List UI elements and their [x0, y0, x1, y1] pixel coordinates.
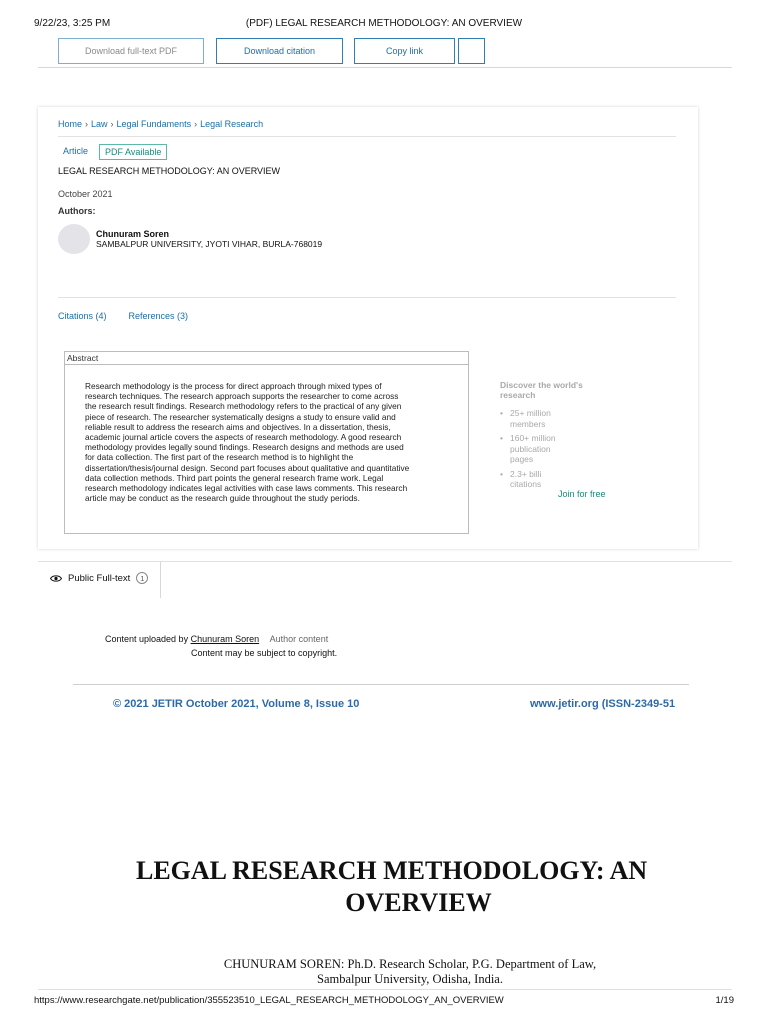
public-fulltext-tab[interactable]: [38, 562, 161, 598]
copyright-note: Content may be subject to copyright.: [191, 648, 338, 658]
chevron-right-icon: ›: [194, 119, 198, 129]
breadcrumb-legal-fundaments[interactable]: Legal Fundaments: [116, 119, 192, 129]
abstract-line: dissertation/thesis/journal design. Second part focuses about qualitative and quantitative: [85, 462, 410, 473]
divider: [58, 136, 676, 137]
paper-title-line: OVERVIEW: [345, 888, 492, 917]
paper-title-line: LEGAL RESEARCH METHODOLOGY: AN: [136, 856, 648, 885]
paper-byline: [150, 957, 670, 987]
tab-citations[interactable]: Citations (4): [58, 311, 107, 321]
byline-line: Sambalpur University, Odisha, India.: [317, 972, 503, 986]
divider: [58, 297, 676, 298]
promo-title: [500, 380, 630, 400]
more-options-button[interactable]: [458, 38, 485, 64]
abstract-line: for data collection. The first part of the research method is to highlight the: [85, 452, 354, 463]
page-url: https://www.researchgate.net/publication/355523510_LEGAL_RESEARCH_METHODOLOGY_AN_OVERVIEW: [34, 995, 504, 1006]
signup-promo: [500, 380, 630, 499]
publication-card: [38, 107, 698, 549]
author-name[interactable]: Chunuram Soren: [96, 229, 170, 239]
tab-references[interactable]: References (3): [128, 311, 189, 321]
abstract-line: reliable result to address the research aims and objectives. In a dissertation, thesis,: [85, 421, 391, 432]
promo-stats: [500, 408, 630, 490]
download-pdf-button[interactable]: Download full-text PDF: [58, 38, 204, 64]
abstract-line: methodology provides legally sound findings. Research designs and methods are used: [85, 442, 404, 453]
article-tag: Article: [63, 146, 89, 156]
paper-title: [120, 855, 680, 919]
breadcrumb: [58, 119, 263, 129]
promo-stat-pages: • 160+ million publication pages: [500, 433, 564, 465]
print-page-title: (PDF) LEGAL RESEARCH METHODOLOGY: AN OVERVIEW: [245, 18, 523, 29]
upload-info: [105, 634, 328, 644]
abstract-line: piece of research. The researcher systematically designs a study to ensure valid and: [85, 411, 396, 422]
chevron-right-icon: ›: [85, 119, 89, 129]
print-datetime: 9/22/23, 3:25 PM: [34, 18, 111, 29]
breadcrumb-legal-research[interactable]: Legal Research: [200, 119, 264, 129]
print-header: [34, 18, 734, 32]
uploader-link[interactable]: Chunuram Soren: [190, 634, 260, 644]
promo-title-line: research: [500, 390, 536, 400]
journal-citation: © 2021 JETIR October 2021, Volume 8, Issue 10: [113, 698, 360, 710]
abstract-line: research techniques. The research approach supports the researcher to come across: [85, 391, 399, 402]
abstract-line: data collection methods. Third part points the general research frame work. Legal: [85, 472, 384, 483]
byline-line: CHUNURAM SOREN: Ph.D. Research Scholar, P.G. Department of Law,: [223, 957, 597, 971]
avatar[interactable]: [58, 224, 90, 254]
abstract-line: academic journal article covers the aspects of research methodology. A good research: [85, 432, 402, 443]
copy-link-button[interactable]: Copy link: [354, 38, 455, 64]
divider: [38, 989, 732, 990]
abstract-label: Abstract: [65, 352, 468, 365]
promo-title-line: Discover the world's: [500, 380, 583, 390]
promo-stat-citations: • 2.3+ billi citations: [500, 469, 564, 490]
abstract-line: the research result findings. Research methodology refers to the practical of any given: [85, 401, 402, 412]
eye-icon: [50, 574, 62, 583]
author-content-note: Author content: [269, 634, 329, 644]
publication-date: October 2021: [58, 189, 113, 199]
publication-tabs: [58, 311, 188, 321]
promo-stat-members: • 25+ million members: [500, 408, 564, 429]
publication-tags: [58, 144, 167, 160]
abstract-box: [64, 351, 469, 534]
pdf-available-badge: PDF Available: [99, 144, 167, 160]
join-for-free-link[interactable]: Join for free: [558, 489, 606, 499]
abstract-line: Research methodology is the process for direct approach through mixed types of: [85, 381, 382, 391]
divider: [38, 67, 732, 68]
journal-website: www.jetir.org (ISSN-2349-51: [530, 698, 676, 710]
abstract-line: research methodology indicates legal activities with case laws comments. This research: [85, 483, 408, 494]
divider: [73, 684, 689, 685]
fulltext-count-badge: 1: [136, 572, 148, 584]
abstract-text: [85, 381, 447, 503]
upload-prefix: Content uploaded by: [105, 634, 189, 644]
publication-title: LEGAL RESEARCH METHODOLOGY: AN OVERVIEW: [58, 166, 281, 176]
author-affiliation: SAMBALPUR UNIVERSITY, JYOTI VIHAR, BURLA-768019: [96, 239, 323, 249]
breadcrumb-law[interactable]: Law: [91, 119, 108, 129]
abstract-line: article may be conduct as the research guide throughout the study periods.: [85, 493, 360, 504]
download-citation-button[interactable]: Download citation: [216, 38, 343, 64]
breadcrumb-home[interactable]: Home: [58, 119, 83, 129]
authors-label: Authors:: [58, 206, 96, 216]
chevron-right-icon: ›: [110, 119, 114, 129]
public-fulltext-label: Public Full-text: [68, 572, 131, 584]
page-number: 1/19: [715, 995, 734, 1006]
